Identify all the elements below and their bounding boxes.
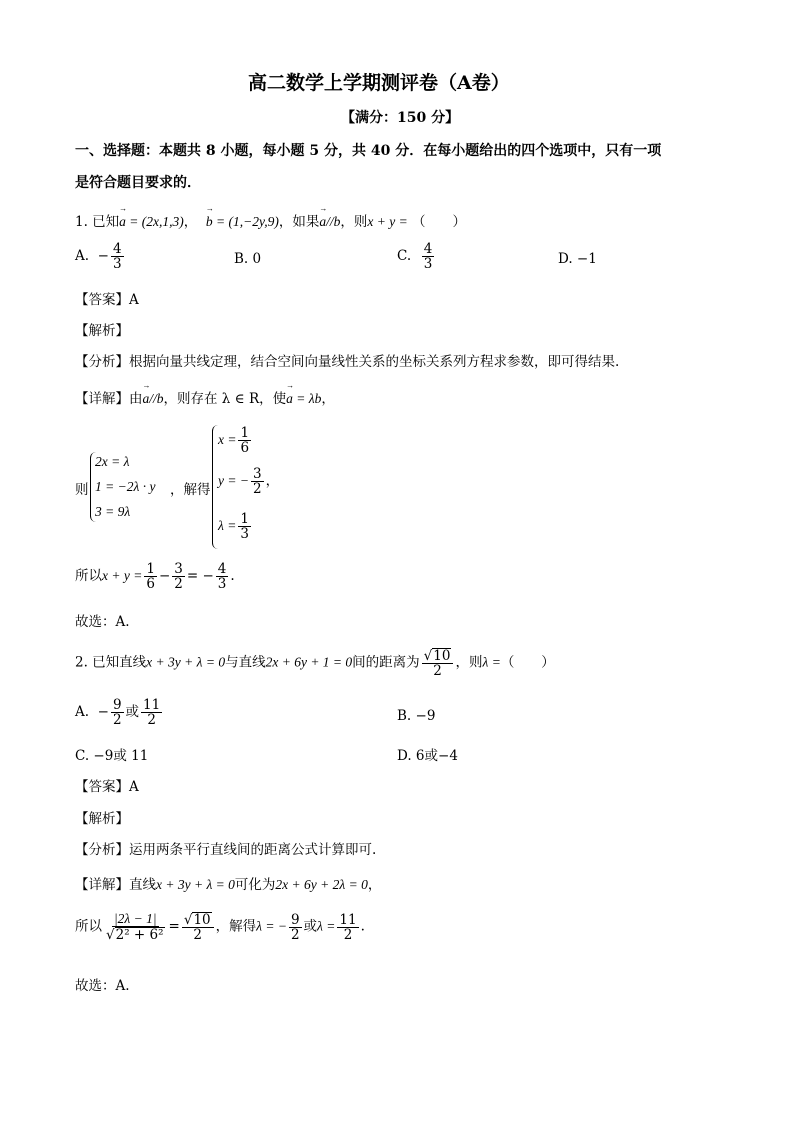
q1-option-d: D. −1 bbox=[558, 251, 597, 267]
q1-detail-prefix: 【详解】由 bbox=[75, 391, 143, 407]
q1-blank: （ ） bbox=[411, 214, 466, 230]
q2-end: . bbox=[360, 918, 365, 935]
q2-s2-num: 11 bbox=[339, 911, 357, 928]
q1-sol-y-num: 3 bbox=[252, 466, 262, 482]
q1-period: . bbox=[230, 568, 235, 585]
q2-opt-a-n1: 9 bbox=[112, 697, 122, 713]
q2-opt-a-or: 或 bbox=[125, 704, 140, 721]
page-title: 高二数学上学期测评卷（A卷） bbox=[248, 72, 510, 94]
q1-option-c bbox=[397, 242, 436, 271]
q1-opt-c-num: 4 bbox=[423, 241, 433, 257]
q1-sol-x-lhs: x = bbox=[218, 432, 237, 448]
q1-target: x + y = bbox=[367, 214, 408, 229]
q1-vector-a: → a = (2x,1,3) bbox=[119, 214, 184, 230]
q2-option-b: B. −9 bbox=[397, 708, 436, 724]
question-2-stem: 2. 已知直线x + 3y + λ = 0与直线2x + 6y + 1 = 0间的距离为 $\frac{√10}{2}$ ，则λ =（ ） bbox=[75, 648, 555, 680]
q2-solve: ，解得 bbox=[215, 918, 257, 935]
q2-lambda-eq: λ = bbox=[482, 654, 501, 670]
q2-blank: （ ） bbox=[500, 654, 555, 671]
q1-sys-eq3: 3 = 9λ bbox=[95, 504, 131, 519]
q1-eqneg: = − bbox=[186, 568, 214, 585]
q2-number: 2. 已知直线 bbox=[75, 654, 147, 671]
q2-opt-a-d2: 2 bbox=[147, 712, 156, 729]
q2-detail-l1: x + 3y + λ = 0 bbox=[156, 877, 235, 892]
q2-option-a bbox=[75, 698, 164, 727]
q1-f3-num: 4 bbox=[217, 561, 227, 577]
q2-option-d: D. 6或−4 bbox=[397, 748, 458, 764]
q2-choose: 故选：A. bbox=[75, 978, 130, 994]
q2-line1: x + 3y + λ = 0 bbox=[146, 654, 226, 670]
q1-conclusion bbox=[75, 562, 235, 591]
q2-l-eq2: λ = bbox=[317, 918, 336, 934]
q2-with: 与直线 bbox=[225, 654, 266, 671]
q2-opt-a-n2: 11 bbox=[143, 697, 161, 713]
q2-detail-l2: 2x + 6y + 2λ = 0 bbox=[275, 877, 368, 892]
q2-option-c: C. −9或 11 bbox=[75, 748, 149, 764]
q1-fenxi: 【分析】根据向量共线定理，结合空间向量线性关系的坐标关系列方程求参数，即可得结果. bbox=[75, 354, 620, 370]
q1-detail-end: ， bbox=[321, 391, 335, 407]
q1-f1-den: 6 bbox=[146, 576, 155, 593]
q2-analysis-label: 【解析】 bbox=[75, 811, 129, 827]
q1-if: ，如果 bbox=[278, 214, 320, 230]
q2-r-den: 2 bbox=[193, 927, 203, 944]
q1-f3-den: 3 bbox=[217, 576, 227, 593]
q1-f2-den: 2 bbox=[174, 576, 183, 593]
q1-detail-line bbox=[75, 387, 335, 407]
question-1-stem bbox=[75, 210, 466, 230]
q1-so: 所以 bbox=[75, 568, 102, 585]
q1-then-label: 则 bbox=[75, 482, 89, 498]
q1-parallel: → a//b bbox=[319, 214, 340, 230]
q1-sol-x-num: 1 bbox=[240, 425, 250, 441]
section-heading-line2: 是符合题目要求的． bbox=[75, 175, 201, 191]
q2-then: ，则 bbox=[455, 654, 483, 671]
q1-analysis-label: 【解析】 bbox=[75, 323, 129, 339]
q2-eq: = bbox=[168, 918, 180, 935]
q2-so: 所以 bbox=[75, 918, 102, 935]
q2-detail-mid: 可化为 bbox=[234, 877, 276, 893]
q1-detail-eq: → a = λb bbox=[286, 391, 321, 407]
q1-sum-left: x + y = bbox=[102, 568, 143, 584]
q2-opt-a-d1: 2 bbox=[112, 712, 122, 729]
q1-opt-a-label: A. bbox=[75, 248, 90, 265]
q1-sol-lambda bbox=[218, 512, 253, 541]
q1-solve-label: ，解得 bbox=[170, 482, 211, 498]
q1-sol-l-lhs: λ = bbox=[218, 518, 237, 534]
q1-opt-c-den: 3 bbox=[423, 256, 433, 273]
q2-l-eq: λ = − bbox=[256, 918, 287, 934]
q1-sol-l-den: 3 bbox=[240, 526, 249, 543]
q2-dist-text: 间的距离为 bbox=[352, 654, 420, 671]
q1-opt-a-den: 3 bbox=[112, 256, 122, 273]
q2-dist-num: 10 bbox=[433, 648, 451, 664]
q1-sys-eq2: 1 = −2λ · y bbox=[95, 479, 156, 494]
q1-opt-a-num: 4 bbox=[112, 241, 122, 257]
q1-detail-mid: ，则存在 λ ∈ R，使 bbox=[163, 391, 287, 407]
q1-choose: 故选：A. bbox=[75, 614, 130, 630]
q1-comma: ， bbox=[183, 214, 198, 230]
q1-then: ，则 bbox=[340, 214, 368, 230]
q1-option-a bbox=[75, 242, 126, 271]
q2-or: 或 bbox=[303, 918, 318, 935]
q2-detail-end: ， bbox=[367, 877, 382, 893]
q1-sol-l-num: 1 bbox=[240, 511, 249, 527]
q2-detail-line bbox=[75, 873, 381, 893]
q2-frac-den: 2² + 6² bbox=[115, 927, 164, 944]
q1-sol-y-lhs: y = − bbox=[218, 473, 249, 489]
q2-conclusion: 所以 $\frac{|2\lambda - 1|}{\text{√2² + 6²}}$ = $\frac{√10}{2}$ ，解得λ = − $\frac{9}{2}$ 或λ = $\frac{11}{2}$ . bbox=[75, 911, 365, 944]
q1-detail-parallel: → a//b bbox=[143, 391, 164, 407]
q1-sol-y bbox=[218, 467, 279, 496]
q1-sol-x bbox=[218, 426, 253, 455]
q2-dist-den: 2 bbox=[433, 663, 442, 680]
q1-f1-num: 1 bbox=[146, 561, 155, 577]
q1-sol-x-den: 6 bbox=[240, 440, 250, 457]
q2-line2: 2x + 6y + 1 = 0 bbox=[265, 654, 353, 670]
q1-sol-y-den: 2 bbox=[252, 481, 262, 498]
q1-sol-y-end: ， bbox=[265, 473, 280, 490]
section-heading-line1: 一、选择题：本题共 8 小题，每小题 5 分，共 40 分．在每小题给出的四个选项中，只有一项 bbox=[75, 143, 662, 159]
q1-opt-a-sign: − bbox=[97, 248, 109, 265]
q2-frac-num: |2λ − 1| bbox=[113, 911, 157, 926]
q2-s1-den: 2 bbox=[290, 926, 300, 943]
q1-minus: − bbox=[158, 568, 171, 585]
q2-opt-a-label: A. bbox=[75, 704, 90, 721]
q1-sys-eq1: 2x = λ bbox=[95, 454, 130, 469]
q1-opt-c-label: C. bbox=[397, 248, 412, 265]
full-score: 【满分：150 分】 bbox=[341, 110, 460, 126]
q1-vector-b: → b = (1,−2y,9) bbox=[206, 214, 279, 230]
q2-opt-a-neg: − bbox=[97, 704, 109, 721]
q2-r-num: 10 bbox=[193, 912, 211, 928]
q1-answer: 【答案】A bbox=[75, 292, 139, 308]
q1-option-b: B. 0 bbox=[234, 251, 262, 267]
q2-detail-prefix: 【详解】直线 bbox=[75, 877, 156, 893]
q1-f2-num: 3 bbox=[174, 561, 183, 577]
q1-number: 1. 已知 bbox=[75, 214, 120, 230]
q2-s1-num: 9 bbox=[290, 911, 300, 928]
q2-fenxi: 【分析】运用两条平行直线间的距离公式计算即可. bbox=[75, 842, 377, 858]
q2-answer: 【答案】A bbox=[75, 779, 139, 795]
q2-s2-den: 2 bbox=[343, 926, 353, 943]
